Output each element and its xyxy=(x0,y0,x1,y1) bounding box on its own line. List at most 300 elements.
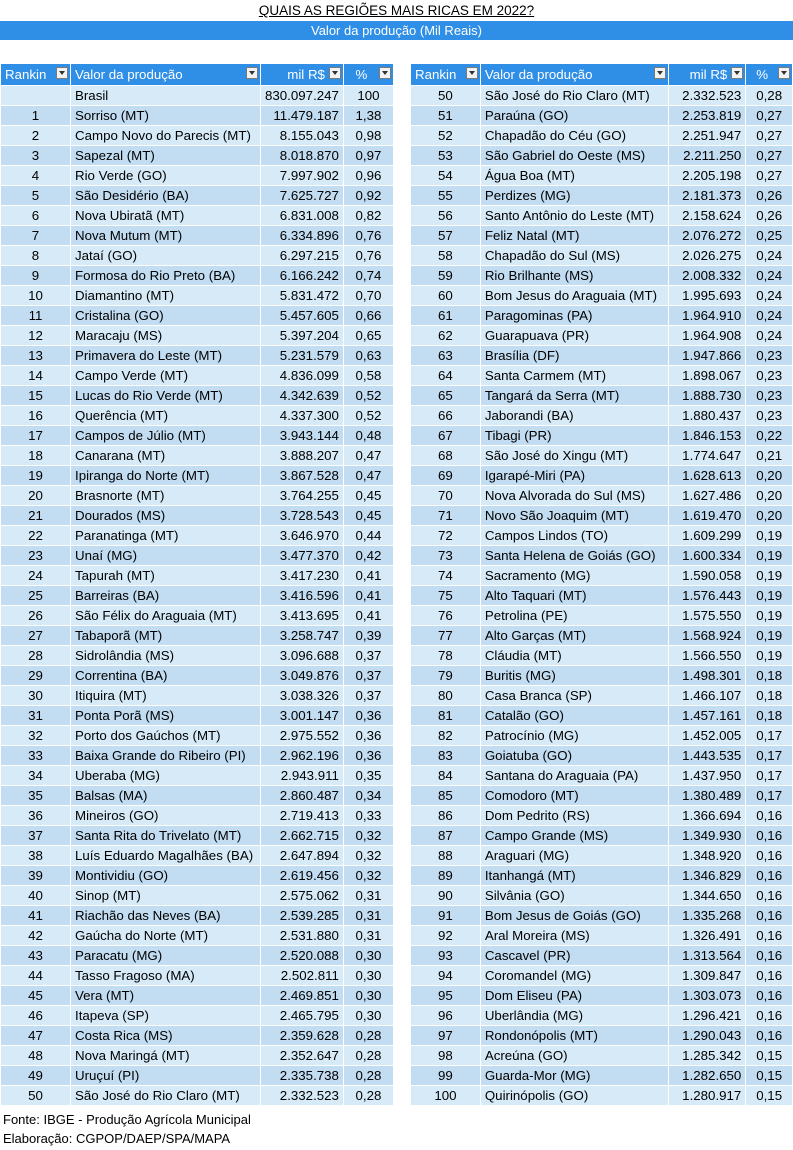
cell-municipality: Goiatuba (GO) xyxy=(480,746,668,766)
table-row xyxy=(1,546,394,566)
cell-rank: 46 xyxy=(1,1006,71,1026)
cell-municipality: Querência (MT) xyxy=(71,406,261,426)
cell-value: 5.397.204 xyxy=(261,326,344,346)
cell-municipality: Quirinópolis (GO) xyxy=(480,1086,668,1106)
cell-municipality: Comodoro (MT) xyxy=(480,786,668,806)
cell-rank: 73 xyxy=(411,546,481,566)
table-row xyxy=(1,786,394,806)
table-row xyxy=(411,1066,793,1086)
cell-value: 1.349.930 xyxy=(668,826,746,846)
cell-municipality: Buritis (MG) xyxy=(480,666,668,686)
cell-rank: 55 xyxy=(411,186,481,206)
cell-rank: 76 xyxy=(411,606,481,626)
table-row xyxy=(1,906,394,926)
cell-percent: 0,17 xyxy=(746,766,793,786)
cell-rank: 23 xyxy=(1,546,71,566)
cell-value: 4.836.099 xyxy=(261,366,344,386)
cell-rank: 18 xyxy=(1,446,71,466)
cell-value: 2.359.628 xyxy=(261,1026,344,1046)
cell-percent: 0,37 xyxy=(343,646,393,666)
cell-percent: 0,32 xyxy=(343,826,393,846)
header-rank: Rankin xyxy=(411,64,481,86)
cell-percent: 0,26 xyxy=(746,206,793,226)
filter-dropdown-icon[interactable] xyxy=(56,67,68,79)
table-row xyxy=(1,166,394,186)
cell-rank: 39 xyxy=(1,866,71,886)
cell-rank: 2 xyxy=(1,126,71,146)
cell-municipality: São José do Rio Claro (MT) xyxy=(480,86,668,106)
cell-rank: 34 xyxy=(1,766,71,786)
cell-rank: 87 xyxy=(411,826,481,846)
table-row xyxy=(1,666,394,686)
cell-percent: 0,47 xyxy=(343,466,393,486)
cell-rank: 94 xyxy=(411,966,481,986)
table-row xyxy=(411,926,793,946)
table-row xyxy=(1,726,394,746)
cell-municipality: Jaborandi (BA) xyxy=(480,406,668,426)
cell-percent: 0,17 xyxy=(746,746,793,766)
cell-value: 2.719.413 xyxy=(261,806,344,826)
cell-value: 1.437.950 xyxy=(668,766,746,786)
cell-municipality: Brasnorte (MT) xyxy=(71,486,261,506)
cell-percent: 0,20 xyxy=(746,466,793,486)
table-row xyxy=(1,506,394,526)
cell-rank: 36 xyxy=(1,806,71,826)
cell-percent: 0,42 xyxy=(343,546,393,566)
cell-value: 1.590.058 xyxy=(668,566,746,586)
cell-value: 1.619.470 xyxy=(668,506,746,526)
table-row xyxy=(411,606,793,626)
cell-municipality: Vera (MT) xyxy=(71,986,261,1006)
cell-value: 4.337.300 xyxy=(261,406,344,426)
cell-rank: 22 xyxy=(1,526,71,546)
cell-rank: 72 xyxy=(411,526,481,546)
cell-rank: 84 xyxy=(411,766,481,786)
filter-dropdown-icon[interactable] xyxy=(731,67,743,79)
cell-municipality: Canarana (MT) xyxy=(71,446,261,466)
table-row xyxy=(1,686,394,706)
cell-value: 3.001.147 xyxy=(261,706,344,726)
cell-percent: 0,31 xyxy=(343,906,393,926)
cell-municipality: Sacramento (MG) xyxy=(480,566,668,586)
cell-rank: 66 xyxy=(411,406,481,426)
table-row xyxy=(1,446,394,466)
table-row xyxy=(1,206,394,226)
cell-value: 3.477.370 xyxy=(261,546,344,566)
cell-percent: 0,25 xyxy=(746,226,793,246)
ranking-table-left xyxy=(0,63,394,1106)
table-row xyxy=(1,106,394,126)
cell-municipality: Paraúna (GO) xyxy=(480,106,668,126)
cell-percent: 0,19 xyxy=(746,626,793,646)
footer-credits: Elaboração: CGPOP/DAEP/SPA/MAPA xyxy=(3,1131,231,1146)
cell-rank: 42 xyxy=(1,926,71,946)
table-row xyxy=(411,406,793,426)
cell-municipality: Maracaju (MS) xyxy=(71,326,261,346)
filter-dropdown-icon[interactable] xyxy=(778,67,790,79)
cell-rank: 51 xyxy=(411,106,481,126)
table-row xyxy=(411,946,793,966)
cell-municipality: Dom Eliseu (PA) xyxy=(480,986,668,1006)
cell-value: 3.258.747 xyxy=(261,626,344,646)
cell-municipality: Tasso Fragoso (MA) xyxy=(71,966,261,986)
table-row xyxy=(411,726,793,746)
cell-percent: 0,32 xyxy=(343,846,393,866)
cell-value: 2.211.250 xyxy=(668,146,746,166)
table-row xyxy=(411,586,793,606)
cell-rank: 5 xyxy=(1,186,71,206)
cell-municipality: Tabaporã (MT) xyxy=(71,626,261,646)
cell-percent: 0,31 xyxy=(343,926,393,946)
table-row xyxy=(411,986,793,1006)
cell-rank: 65 xyxy=(411,386,481,406)
cell-rank: 27 xyxy=(1,626,71,646)
cell-municipality: Montividiu (GO) xyxy=(71,866,261,886)
cell-value: 1.964.910 xyxy=(668,306,746,326)
table-row xyxy=(1,406,394,426)
cell-rank: 21 xyxy=(1,506,71,526)
cell-municipality: Chapadão do Sul (MS) xyxy=(480,246,668,266)
cell-rank: 67 xyxy=(411,426,481,446)
table-row xyxy=(1,1066,394,1086)
cell-rank: 12 xyxy=(1,326,71,346)
header-pct: % xyxy=(746,64,793,86)
table-row xyxy=(1,266,394,286)
cell-value: 830.097.247 xyxy=(261,86,344,106)
cell-percent: 0,24 xyxy=(746,266,793,286)
cell-value: 1.303.073 xyxy=(668,986,746,1006)
table-row xyxy=(411,686,793,706)
cell-rank: 6 xyxy=(1,206,71,226)
cell-municipality: Unaí (MG) xyxy=(71,546,261,566)
filter-dropdown-icon[interactable] xyxy=(466,67,478,79)
cell-value: 1.326.491 xyxy=(668,926,746,946)
cell-percent: 0,24 xyxy=(746,286,793,306)
table-row xyxy=(1,866,394,886)
cell-percent: 0,23 xyxy=(746,406,793,426)
cell-value: 1.290.043 xyxy=(668,1026,746,1046)
cell-value: 6.831.008 xyxy=(261,206,344,226)
cell-percent: 0,19 xyxy=(746,526,793,546)
table-row xyxy=(411,1026,793,1046)
table-row xyxy=(1,966,394,986)
cell-value: 1.628.613 xyxy=(668,466,746,486)
cell-percent: 0,47 xyxy=(343,446,393,466)
cell-percent: 0,45 xyxy=(343,506,393,526)
cell-rank: 8 xyxy=(1,246,71,266)
table-row xyxy=(411,906,793,926)
cell-municipality: Barreiras (BA) xyxy=(71,586,261,606)
cell-municipality: Sorriso (MT) xyxy=(71,106,261,126)
cell-percent: 0,30 xyxy=(343,966,393,986)
table-row xyxy=(1,646,394,666)
table-row xyxy=(411,306,793,326)
cell-municipality: Coromandel (MG) xyxy=(480,966,668,986)
cell-municipality: Cristalina (GO) xyxy=(71,306,261,326)
cell-value: 3.764.255 xyxy=(261,486,344,506)
cell-percent: 0,28 xyxy=(343,1046,393,1066)
cell-rank: 95 xyxy=(411,986,481,1006)
cell-municipality: Guarda-Mor (MG) xyxy=(480,1066,668,1086)
cell-rank: 4 xyxy=(1,166,71,186)
cell-percent: 0,16 xyxy=(746,926,793,946)
table-row xyxy=(411,1086,793,1106)
cell-value: 2.332.523 xyxy=(668,86,746,106)
cell-rank: 50 xyxy=(411,86,481,106)
header-row xyxy=(1,64,394,86)
table-row xyxy=(411,1046,793,1066)
cell-percent: 0,45 xyxy=(343,486,393,506)
cell-municipality: Nova Alvorada do Sul (MS) xyxy=(480,486,668,506)
cell-percent: 0,15 xyxy=(746,1086,793,1106)
cell-percent: 0,52 xyxy=(343,406,393,426)
cell-percent: 0,27 xyxy=(746,166,793,186)
cell-rank: 15 xyxy=(1,386,71,406)
cell-value: 2.539.285 xyxy=(261,906,344,926)
cell-municipality: Alto Taquari (MT) xyxy=(480,586,668,606)
cell-value: 3.888.207 xyxy=(261,446,344,466)
cell-percent: 0,30 xyxy=(343,986,393,1006)
cell-rank: 44 xyxy=(1,966,71,986)
table-row xyxy=(1,386,394,406)
cell-percent: 0,74 xyxy=(343,266,393,286)
cell-municipality: Santana do Araguaia (PA) xyxy=(480,766,668,786)
cell-rank: 61 xyxy=(411,306,481,326)
cell-municipality: Campo Novo do Parecis (MT) xyxy=(71,126,261,146)
cell-rank: 92 xyxy=(411,926,481,946)
table-row xyxy=(1,1026,394,1046)
cell-percent: 0,18 xyxy=(746,706,793,726)
cell-percent: 0,48 xyxy=(343,426,393,446)
table-row xyxy=(1,186,394,206)
cell-percent: 0,63 xyxy=(343,346,393,366)
cell-municipality: Ponta Porã (MS) xyxy=(71,706,261,726)
cell-rank: 53 xyxy=(411,146,481,166)
cell-rank: 83 xyxy=(411,746,481,766)
cell-value: 2.205.198 xyxy=(668,166,746,186)
cell-value: 7.997.902 xyxy=(261,166,344,186)
cell-municipality: Campos de Júlio (MT) xyxy=(71,426,261,446)
cell-percent: 0,23 xyxy=(746,346,793,366)
cell-value: 3.417.230 xyxy=(261,566,344,586)
cell-percent: 0,19 xyxy=(746,586,793,606)
cell-value: 1.576.443 xyxy=(668,586,746,606)
cell-rank: 26 xyxy=(1,606,71,626)
cell-municipality: Campo Verde (MT) xyxy=(71,366,261,386)
cell-percent: 0,76 xyxy=(343,246,393,266)
cell-value: 6.297.215 xyxy=(261,246,344,266)
cell-value: 1.995.693 xyxy=(668,286,746,306)
table-row xyxy=(1,126,394,146)
cell-rank: 37 xyxy=(1,826,71,846)
cell-value: 2.253.819 xyxy=(668,106,746,126)
cell-value: 1.457.161 xyxy=(668,706,746,726)
cell-value: 2.465.795 xyxy=(261,1006,344,1026)
cell-rank: 57 xyxy=(411,226,481,246)
cell-municipality: Diamantino (MT) xyxy=(71,286,261,306)
cell-percent: 0,16 xyxy=(746,826,793,846)
cell-percent: 0,16 xyxy=(746,966,793,986)
cell-municipality: Rondonópolis (MT) xyxy=(480,1026,668,1046)
cell-percent: 0,19 xyxy=(746,606,793,626)
cell-municipality: Uruçuí (PI) xyxy=(71,1066,261,1086)
cell-percent: 0,28 xyxy=(343,1086,393,1106)
filter-dropdown-icon[interactable] xyxy=(654,67,666,79)
cell-value: 1.285.342 xyxy=(668,1046,746,1066)
cell-municipality: São Desidério (BA) xyxy=(71,186,261,206)
cell-percent: 0,18 xyxy=(746,666,793,686)
table-row xyxy=(411,1006,793,1026)
cell-rank: 62 xyxy=(411,326,481,346)
cell-municipality: Araguari (MG) xyxy=(480,846,668,866)
cell-value: 1.947.866 xyxy=(668,346,746,366)
cell-municipality: Alto Garças (MT) xyxy=(480,626,668,646)
cell-percent: 100 xyxy=(343,86,393,106)
cell-value: 3.096.688 xyxy=(261,646,344,666)
table-row xyxy=(1,366,394,386)
table-row xyxy=(1,826,394,846)
cell-rank: 80 xyxy=(411,686,481,706)
cell-municipality: Tapurah (MT) xyxy=(71,566,261,586)
cell-rank: 28 xyxy=(1,646,71,666)
cell-percent: 0,65 xyxy=(343,326,393,346)
cell-value: 1.346.829 xyxy=(668,866,746,886)
table-row xyxy=(411,426,793,446)
header-value: mil R$ xyxy=(261,64,344,86)
cell-value: 1.774.647 xyxy=(668,446,746,466)
cell-value: 4.342.639 xyxy=(261,386,344,406)
table-row xyxy=(411,706,793,726)
cell-rank xyxy=(1,86,71,106)
cell-value: 3.038.326 xyxy=(261,686,344,706)
cell-rank: 59 xyxy=(411,266,481,286)
cell-percent: 0,30 xyxy=(343,1006,393,1026)
cell-rank: 13 xyxy=(1,346,71,366)
cell-value: 2.619.456 xyxy=(261,866,344,886)
cell-value: 2.962.196 xyxy=(261,746,344,766)
cell-percent: 0,36 xyxy=(343,706,393,726)
table-body-left xyxy=(1,86,394,1106)
cell-percent: 0,41 xyxy=(343,606,393,626)
cell-percent: 0,27 xyxy=(746,126,793,146)
cell-rank: 60 xyxy=(411,286,481,306)
cell-value: 1.846.153 xyxy=(668,426,746,446)
table-row xyxy=(1,226,394,246)
cell-percent: 0,30 xyxy=(343,946,393,966)
header-name: Valor da produção xyxy=(71,64,261,86)
cell-value: 1.380.489 xyxy=(668,786,746,806)
cell-value: 2.076.272 xyxy=(668,226,746,246)
cell-municipality: Sapezal (MT) xyxy=(71,146,261,166)
cell-value: 1.282.650 xyxy=(668,1066,746,1086)
cell-municipality: Jataí (GO) xyxy=(71,246,261,266)
table-row xyxy=(411,286,793,306)
table-row xyxy=(411,886,793,906)
cell-percent: 0,16 xyxy=(746,906,793,926)
cell-percent: 0,19 xyxy=(746,646,793,666)
cell-municipality: Silvânia (GO) xyxy=(480,886,668,906)
filter-dropdown-icon[interactable] xyxy=(329,67,341,79)
cell-percent: 0,66 xyxy=(343,306,393,326)
cell-percent: 0,97 xyxy=(343,146,393,166)
table-row xyxy=(1,526,394,546)
cell-value: 1.498.301 xyxy=(668,666,746,686)
cell-percent: 0,58 xyxy=(343,366,393,386)
cell-percent: 0,17 xyxy=(746,786,793,806)
table-row xyxy=(1,326,394,346)
page-title: QUAIS AS REGIÕES MAIS RICAS EM 2022? xyxy=(258,3,535,18)
cell-municipality: São José do Xingu (MT) xyxy=(480,446,668,466)
cell-rank: 79 xyxy=(411,666,481,686)
cell-rank: 98 xyxy=(411,1046,481,1066)
cell-rank: 90 xyxy=(411,886,481,906)
cell-value: 5.831.472 xyxy=(261,286,344,306)
cell-value: 3.646.970 xyxy=(261,526,344,546)
table-row xyxy=(411,826,793,846)
cell-rank: 93 xyxy=(411,946,481,966)
cell-rank: 31 xyxy=(1,706,71,726)
table-row xyxy=(411,626,793,646)
table-row xyxy=(411,146,793,166)
cell-rank: 33 xyxy=(1,746,71,766)
cell-value: 2.335.738 xyxy=(261,1066,344,1086)
cell-percent: 0,70 xyxy=(343,286,393,306)
cell-value: 1.600.334 xyxy=(668,546,746,566)
cell-municipality: Brasil xyxy=(71,86,261,106)
table-row xyxy=(411,206,793,226)
cell-rank: 88 xyxy=(411,846,481,866)
cell-municipality: São Félix do Araguaia (MT) xyxy=(71,606,261,626)
header-rank: Rankin xyxy=(1,64,71,86)
cell-rank: 70 xyxy=(411,486,481,506)
cell-value: 2.469.851 xyxy=(261,986,344,1006)
cell-rank: 69 xyxy=(411,466,481,486)
cell-rank: 30 xyxy=(1,686,71,706)
table-row xyxy=(411,486,793,506)
cell-value: 1.964.908 xyxy=(668,326,746,346)
cell-municipality: Dom Pedrito (RS) xyxy=(480,806,668,826)
cell-percent: 0,41 xyxy=(343,586,393,606)
cell-value: 1.627.486 xyxy=(668,486,746,506)
cell-municipality: Riachão das Neves (BA) xyxy=(71,906,261,926)
cell-value: 2.575.062 xyxy=(261,886,344,906)
table-row xyxy=(411,346,793,366)
cell-percent: 0,18 xyxy=(746,686,793,706)
cell-rank: 11 xyxy=(1,306,71,326)
filter-dropdown-icon[interactable] xyxy=(379,67,391,79)
table-row xyxy=(411,746,793,766)
table-row xyxy=(1,586,394,606)
table-row xyxy=(411,806,793,826)
cell-value: 1.566.550 xyxy=(668,646,746,666)
cell-rank: 32 xyxy=(1,726,71,746)
cell-value: 1.466.107 xyxy=(668,686,746,706)
cell-percent: 0,44 xyxy=(343,526,393,546)
cell-percent: 0,19 xyxy=(746,546,793,566)
cell-rank: 16 xyxy=(1,406,71,426)
cell-value: 1.313.564 xyxy=(668,946,746,966)
cell-municipality: Guarapuava (PR) xyxy=(480,326,668,346)
table-row xyxy=(1,286,394,306)
cell-municipality: Costa Rica (MS) xyxy=(71,1026,261,1046)
cell-rank: 100 xyxy=(411,1086,481,1106)
cell-rank: 99 xyxy=(411,1066,481,1086)
cell-municipality: Campos Lindos (TO) xyxy=(480,526,668,546)
cell-rank: 89 xyxy=(411,866,481,886)
table-row xyxy=(411,166,793,186)
table-row xyxy=(1,986,394,1006)
filter-dropdown-icon[interactable] xyxy=(246,67,258,79)
